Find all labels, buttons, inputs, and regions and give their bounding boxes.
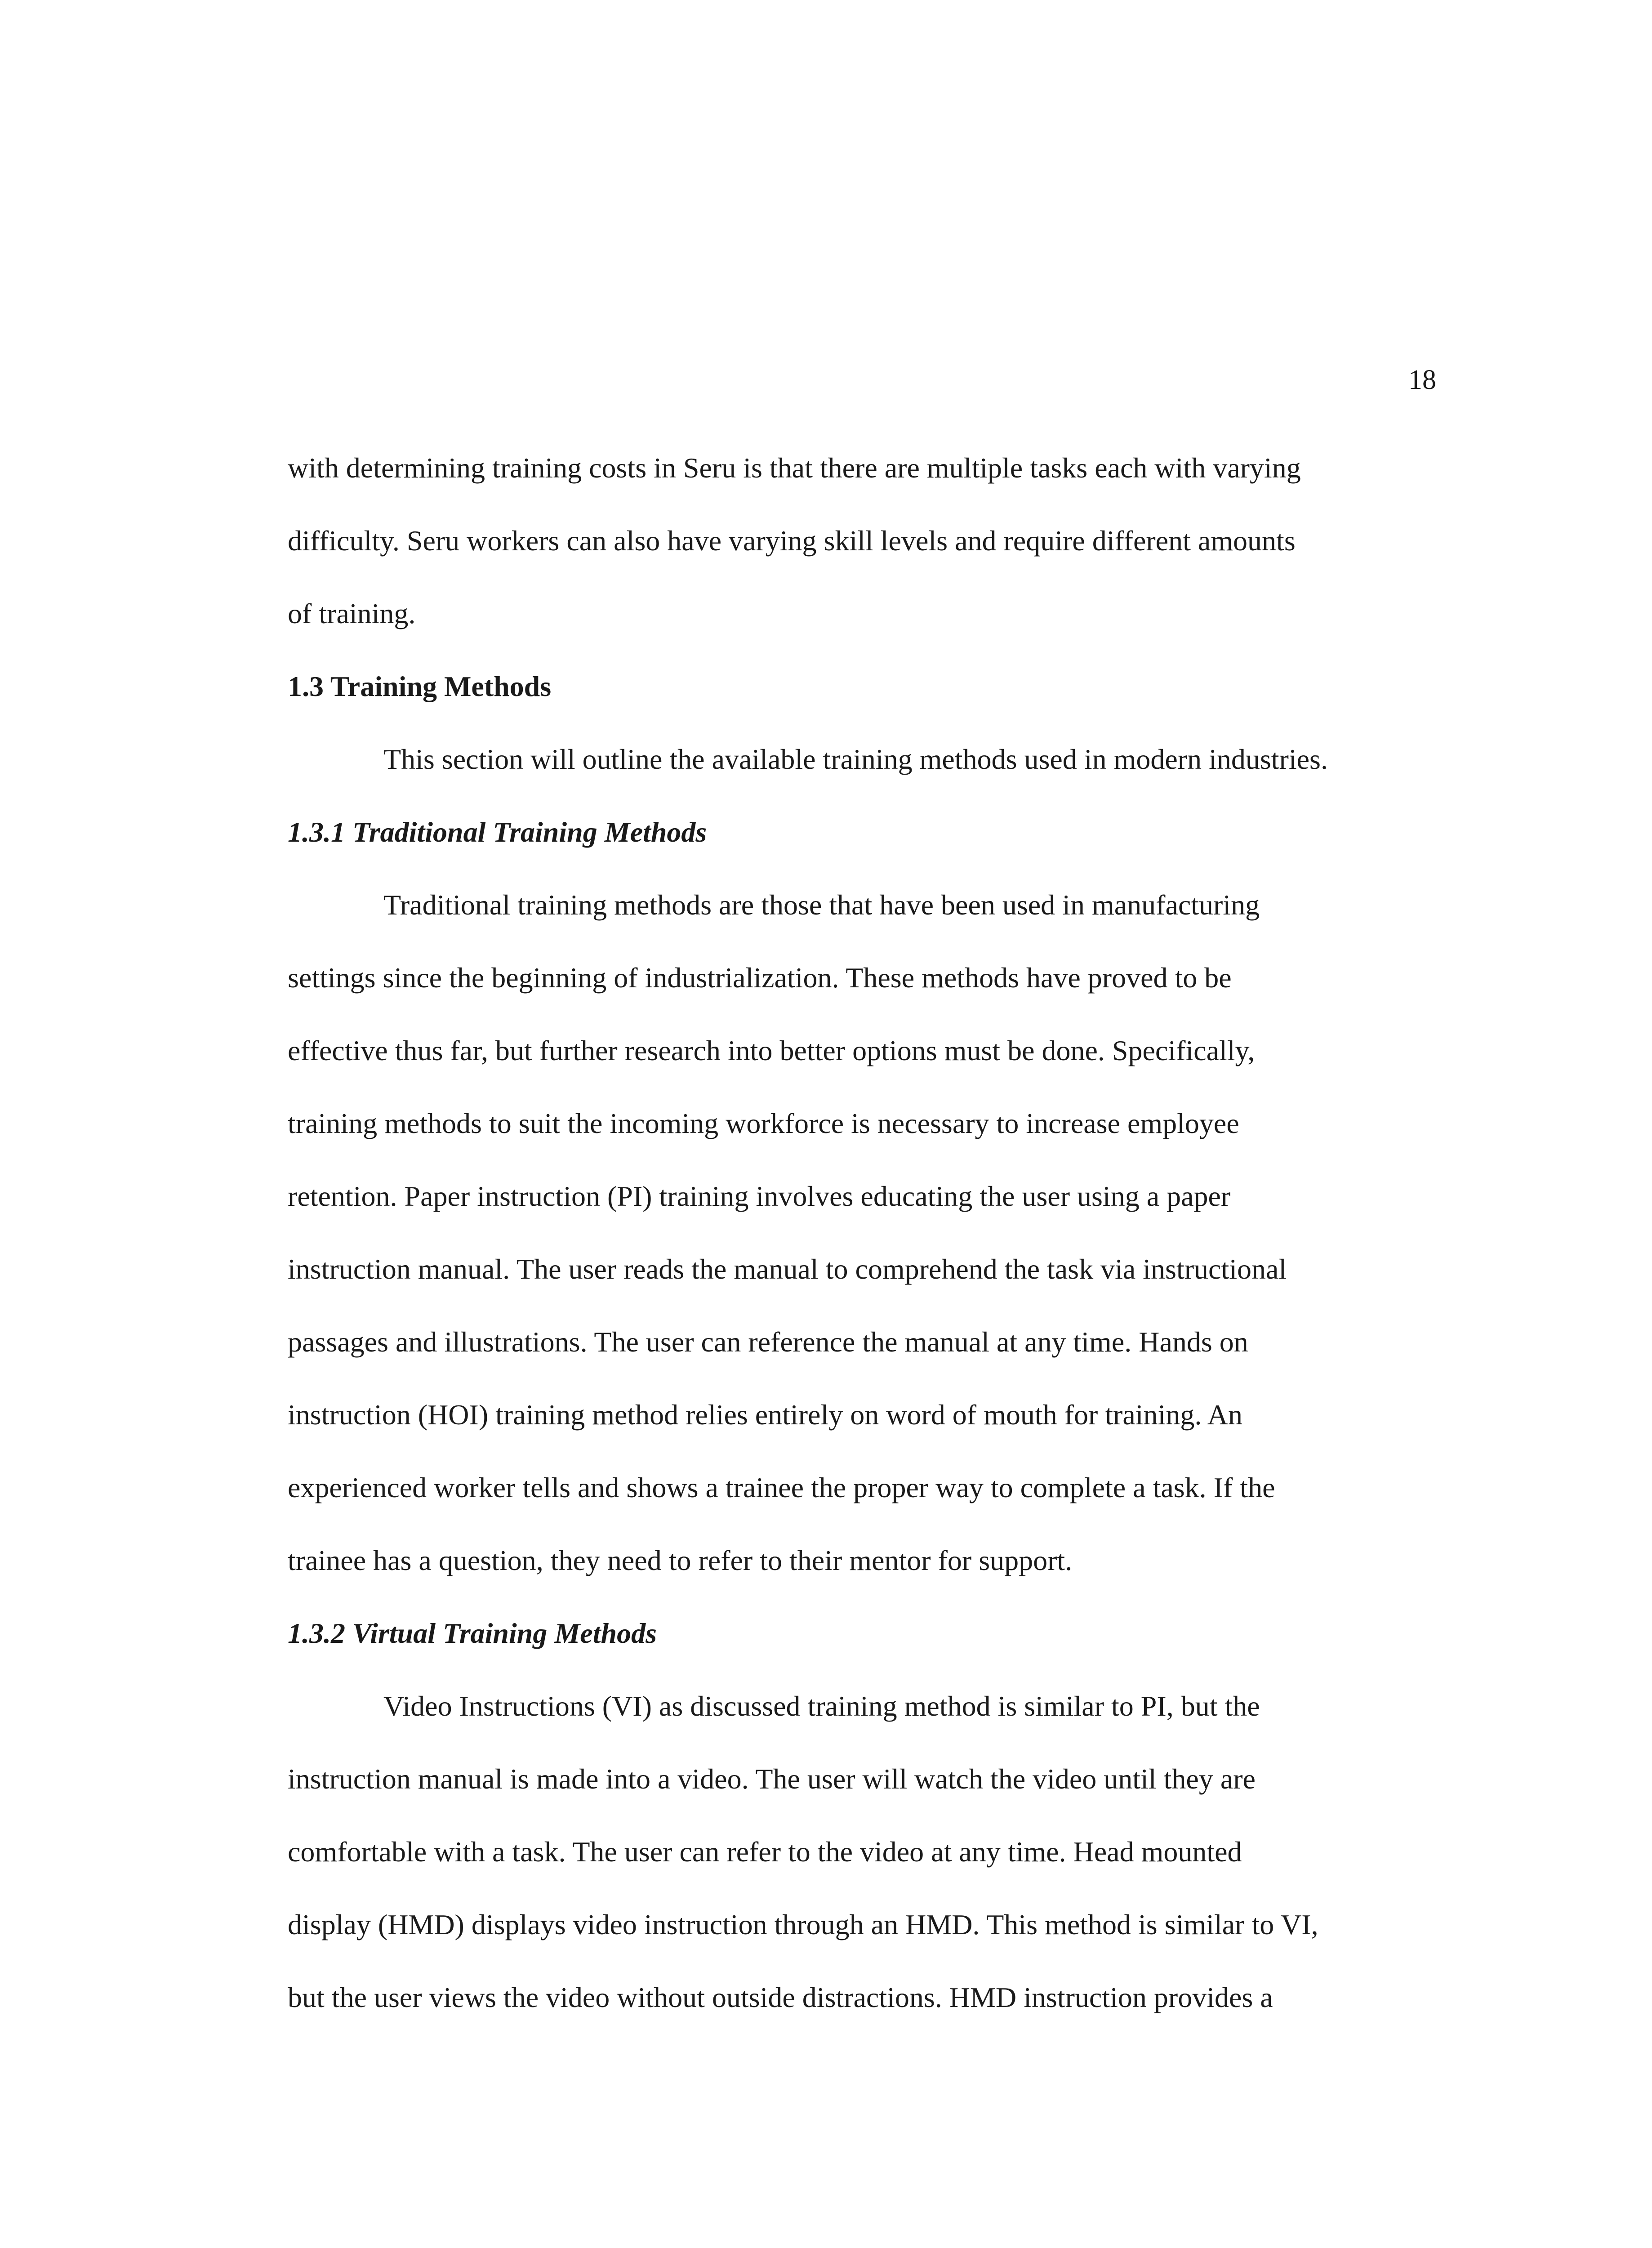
body-line: but the user views the video without outside distractions. HMD instruction provides a bbox=[288, 1981, 1273, 2013]
body-line: training methods to suit the incoming workforce is necessary to increase employee bbox=[288, 1107, 1239, 1139]
paragraph-first-line: Traditional training methods are those that have been used in manufacturing bbox=[383, 889, 1260, 921]
body-line: retention. Paper instruction (PI) training involves educating the user using a paper bbox=[288, 1180, 1231, 1212]
body-line: comfortable with a task. The user can refer to the video at any time. Head mounted bbox=[288, 1836, 1242, 1868]
body-line: instruction manual is made into a video. The user will watch the video until they are bbox=[288, 1763, 1256, 1795]
body-line: settings since the beginning of industrialization. These methods have proved to be bbox=[288, 962, 1232, 994]
subsection-heading: 1.3.2 Virtual Training Methods bbox=[288, 1617, 657, 1649]
page-number: 18 bbox=[1408, 365, 1436, 395]
body-line: trainee has a question, they need to refer to their mentor for support. bbox=[288, 1544, 1073, 1576]
section-heading: 1.3 Training Methods bbox=[288, 670, 552, 702]
body-line: effective thus far, but further research into better options must be done. Specifically, bbox=[288, 1035, 1255, 1066]
body-line: of training. bbox=[288, 598, 416, 629]
body-line: instruction (HOI) training method relies entirely on word of mouth for training. An bbox=[288, 1399, 1242, 1431]
body-line: with determining training costs in Seru is that there are multiple tasks each with varying bbox=[288, 452, 1301, 484]
paragraph-first-line: This section will outline the available training methods used in modern industries. bbox=[383, 743, 1328, 775]
body-line: difficulty. Seru workers can also have varying skill levels and require different amounts bbox=[288, 525, 1296, 557]
subsection-heading: 1.3.1 Traditional Training Methods bbox=[288, 816, 707, 848]
paragraph-first-line: Video Instructions (VI) as discussed training method is similar to PI, but the bbox=[383, 1690, 1260, 1722]
body-line: passages and illustrations. The user can reference the manual at any time. Hands on bbox=[288, 1326, 1248, 1358]
body-line: experienced worker tells and shows a trainee the proper way to complete a task. If the bbox=[288, 1472, 1275, 1503]
document-body bbox=[288, 432, 1438, 2034]
body-line: instruction manual. The user reads the manual to comprehend the task via instructional bbox=[288, 1253, 1287, 1285]
body-line: display (HMD) displays video instruction through an HMD. This method is similar to VI, bbox=[288, 1909, 1318, 1940]
